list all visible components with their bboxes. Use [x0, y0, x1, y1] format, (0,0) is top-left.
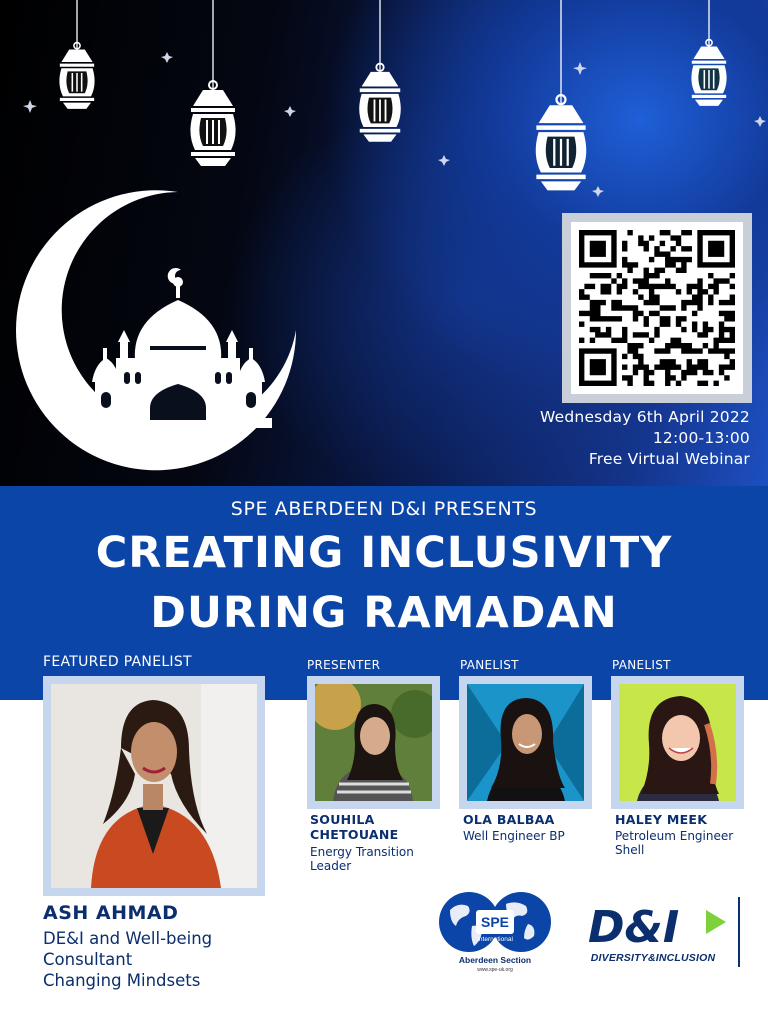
presenter-photo: [307, 676, 440, 809]
featured-title: DE&I and Well-being Consultant Changing Mindsets: [43, 929, 213, 990]
spe-section: Aberdeen Section: [458, 955, 532, 965]
panelist-2-title: Well Engineer BP: [463, 829, 565, 843]
spe-mark-sub: International: [477, 936, 513, 943]
di-tagline: DIVERSITY&INCLUSION: [590, 952, 716, 964]
lantern-icons: [59, 40, 726, 191]
event-info: [540, 407, 750, 470]
presenter-title: Energy Transition Leader: [310, 845, 414, 873]
panelist-2-photo: [459, 676, 592, 809]
panelist-3-name: HALEY MEEK: [615, 812, 708, 827]
presents-line: SPE ABERDEEN D&I PRESENTS: [230, 498, 538, 520]
title-line-2: DURING RAMADAN: [150, 588, 618, 638]
featured-name: ASH AHMAD: [43, 902, 179, 924]
presenter-role-label: PRESENTER: [307, 658, 381, 672]
event-time: 12:00-13:00: [652, 429, 750, 447]
panelist-2-name: OLA BALBAA: [463, 812, 555, 827]
featured-role-label: FEATURED PANELIST: [43, 654, 192, 670]
play-arrow-icon: [706, 910, 726, 934]
qr-code[interactable]: [562, 213, 752, 403]
panelist-2-role-label: PANELIST: [460, 658, 519, 672]
panelist-3-title: Petroleum Engineer Shell: [615, 829, 734, 857]
event-format: Free Virtual Webinar: [588, 450, 750, 468]
presenter-name: SOUHILA CHETOUANE: [310, 812, 399, 842]
spe-url: www.spe-uk.org: [477, 967, 513, 973]
qr-code-pattern: [579, 230, 735, 386]
lantern-strings: [77, 0, 709, 103]
di-divider: [738, 897, 740, 967]
panelist-3-photo: [611, 676, 744, 809]
featured-panelist-photo: [43, 676, 265, 896]
hero-night-sky: [0, 0, 768, 486]
spe-mark: SPE: [480, 914, 510, 930]
title-line-1: CREATING INCLUSIVITY: [95, 528, 673, 578]
event-date: Wednesday 6th April 2022: [540, 408, 750, 426]
panelist-3-role-label: PANELIST: [612, 658, 671, 672]
di-mark: D&I: [588, 902, 680, 953]
